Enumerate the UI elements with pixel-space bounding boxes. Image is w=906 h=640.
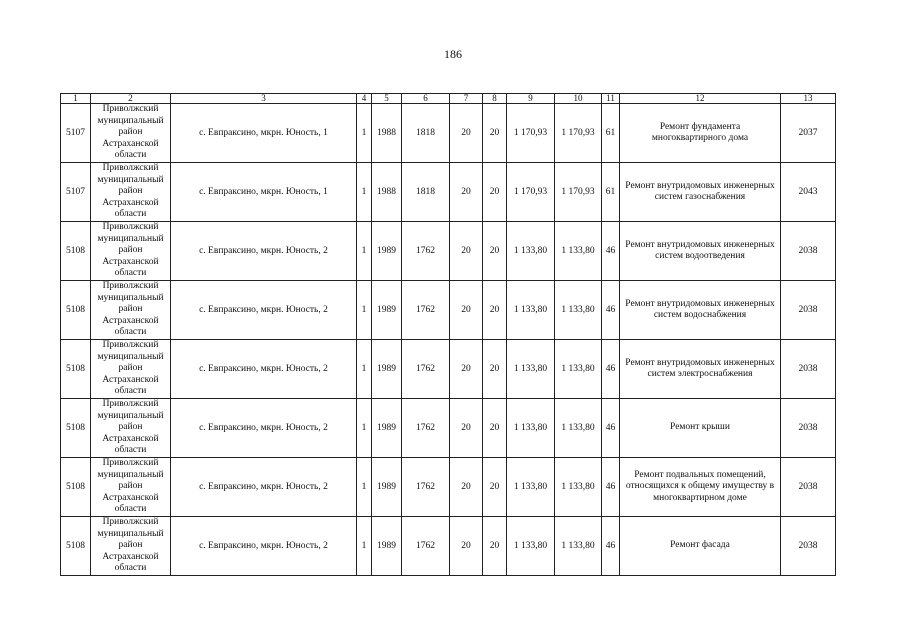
column-number-2: 2	[91, 94, 171, 104]
work-type-cell: Ремонт внутридомовых инженерных систем газоснабжения	[620, 163, 781, 222]
total-area-cell: 1 170,93	[507, 104, 555, 163]
column-number-10: 10	[555, 94, 602, 104]
col4-cell: 1	[357, 222, 372, 281]
address-cell: с. Евпраксино, мкрн. Юность, 2	[171, 222, 357, 281]
col4-cell: 1	[357, 399, 372, 458]
living-area-cell: 1 133,80	[555, 458, 602, 517]
living-area-cell: 1 133,80	[555, 517, 602, 576]
col7-cell: 20	[450, 104, 483, 163]
year-built-cell: 1989	[372, 281, 402, 340]
column-number-row	[61, 94, 836, 104]
page-number: 186	[444, 47, 462, 61]
col8-cell: 20	[483, 340, 507, 399]
planned-year-cell: 2038	[781, 399, 836, 458]
work-type-cell: Ремонт подвальных помещений, относящихся к общему имуществу в многоквартирном доме	[620, 458, 781, 517]
year-built-cell: 1988	[372, 163, 402, 222]
house-id-cell: 5107	[61, 104, 91, 163]
table-row	[61, 222, 836, 281]
district-cell: Приволжский муниципальный район Астраханской области	[91, 517, 171, 576]
address-cell: с. Евпраксино, мкрн. Юность, 2	[171, 458, 357, 517]
address-cell: с. Евпраксино, мкрн. Юность, 1	[171, 163, 357, 222]
total-area-cell: 1 170,93	[507, 163, 555, 222]
column-number-13: 13	[781, 94, 836, 104]
col6-cell: 1762	[402, 458, 450, 517]
house-id-cell: 5108	[61, 340, 91, 399]
address-cell: с. Евпраксино, мкрн. Юность, 1	[171, 104, 357, 163]
col7-cell: 20	[450, 458, 483, 517]
col8-cell: 20	[483, 222, 507, 281]
planned-year-cell: 2037	[781, 104, 836, 163]
col6-cell: 1762	[402, 340, 450, 399]
living-area-cell: 1 133,80	[555, 399, 602, 458]
table-row	[61, 104, 836, 163]
column-number-6: 6	[402, 94, 450, 104]
col8-cell: 20	[483, 458, 507, 517]
district-cell: Приволжский муниципальный район Астраханской области	[91, 281, 171, 340]
address-cell: с. Евпраксино, мкрн. Юность, 2	[171, 399, 357, 458]
col11-cell: 46	[602, 517, 620, 576]
living-area-cell: 1 170,93	[555, 104, 602, 163]
col11-cell: 61	[602, 163, 620, 222]
column-number-1: 1	[61, 94, 91, 104]
work-type-cell: Ремонт фасада	[620, 517, 781, 576]
house-id-cell: 5107	[61, 163, 91, 222]
col4-cell: 1	[357, 340, 372, 399]
district-cell: Приволжский муниципальный район Астраханской области	[91, 399, 171, 458]
column-number-11: 11	[602, 94, 620, 104]
table-row	[61, 281, 836, 340]
col6-cell: 1818	[402, 163, 450, 222]
planned-year-cell: 2043	[781, 163, 836, 222]
table-row	[61, 517, 836, 576]
column-number-9: 9	[507, 94, 555, 104]
col7-cell: 20	[450, 163, 483, 222]
table-body	[61, 104, 836, 576]
col7-cell: 20	[450, 281, 483, 340]
col4-cell: 1	[357, 281, 372, 340]
column-number-12: 12	[620, 94, 781, 104]
col7-cell: 20	[450, 222, 483, 281]
planned-year-cell: 2038	[781, 340, 836, 399]
col4-cell: 1	[357, 104, 372, 163]
col6-cell: 1762	[402, 222, 450, 281]
house-id-cell: 5108	[61, 517, 91, 576]
col7-cell: 20	[450, 517, 483, 576]
total-area-cell: 1 133,80	[507, 458, 555, 517]
col4-cell: 1	[357, 163, 372, 222]
planned-year-cell: 2038	[781, 281, 836, 340]
table-row	[61, 340, 836, 399]
year-built-cell: 1989	[372, 340, 402, 399]
total-area-cell: 1 133,80	[507, 281, 555, 340]
year-built-cell: 1989	[372, 517, 402, 576]
col7-cell: 20	[450, 340, 483, 399]
table-row	[61, 399, 836, 458]
col11-cell: 46	[602, 222, 620, 281]
col6-cell: 1762	[402, 399, 450, 458]
col8-cell: 20	[483, 517, 507, 576]
house-id-cell: 5108	[61, 222, 91, 281]
work-type-cell: Ремонт внутридомовых инженерных систем водоотведения	[620, 222, 781, 281]
living-area-cell: 1 133,80	[555, 222, 602, 281]
col6-cell: 1818	[402, 104, 450, 163]
total-area-cell: 1 133,80	[507, 340, 555, 399]
col4-cell: 1	[357, 517, 372, 576]
planned-year-cell: 2038	[781, 517, 836, 576]
work-type-cell: Ремонт крыши	[620, 399, 781, 458]
table-row	[61, 163, 836, 222]
year-built-cell: 1988	[372, 104, 402, 163]
col6-cell: 1762	[402, 517, 450, 576]
district-cell: Приволжский муниципальный район Астраханской области	[91, 340, 171, 399]
total-area-cell: 1 133,80	[507, 399, 555, 458]
col7-cell: 20	[450, 399, 483, 458]
address-cell: с. Евпраксино, мкрн. Юность, 2	[171, 517, 357, 576]
column-number-4: 4	[357, 94, 372, 104]
year-built-cell: 1989	[372, 458, 402, 517]
work-type-cell: Ремонт внутридомовых инженерных систем электроснабжения	[620, 340, 781, 399]
address-cell: с. Евпраксино, мкрн. Юность, 2	[171, 340, 357, 399]
col6-cell: 1762	[402, 281, 450, 340]
living-area-cell: 1 133,80	[555, 281, 602, 340]
year-built-cell: 1989	[372, 399, 402, 458]
column-number-8: 8	[483, 94, 507, 104]
planned-year-cell: 2038	[781, 222, 836, 281]
work-type-cell: Ремонт фундамента многоквартирного дома	[620, 104, 781, 163]
house-id-cell: 5108	[61, 458, 91, 517]
col8-cell: 20	[483, 399, 507, 458]
col11-cell: 46	[602, 281, 620, 340]
column-number-3: 3	[171, 94, 357, 104]
column-number-5: 5	[372, 94, 402, 104]
column-number-7: 7	[450, 94, 483, 104]
living-area-cell: 1 133,80	[555, 340, 602, 399]
house-id-cell: 5108	[61, 281, 91, 340]
year-built-cell: 1989	[372, 222, 402, 281]
capital-repair-table	[60, 93, 836, 576]
house-id-cell: 5108	[61, 399, 91, 458]
col8-cell: 20	[483, 163, 507, 222]
total-area-cell: 1 133,80	[507, 222, 555, 281]
col8-cell: 20	[483, 104, 507, 163]
total-area-cell: 1 133,80	[507, 517, 555, 576]
col11-cell: 61	[602, 104, 620, 163]
col11-cell: 46	[602, 399, 620, 458]
district-cell: Приволжский муниципальный район Астраханской области	[91, 163, 171, 222]
col4-cell: 1	[357, 458, 372, 517]
work-type-cell: Ремонт внутридомовых инженерных систем водоснабжения	[620, 281, 781, 340]
district-cell: Приволжский муниципальный район Астраханской области	[91, 104, 171, 163]
col8-cell: 20	[483, 281, 507, 340]
district-cell: Приволжский муниципальный район Астраханской области	[91, 458, 171, 517]
living-area-cell: 1 170,93	[555, 163, 602, 222]
district-cell: Приволжский муниципальный район Астраханской области	[91, 222, 171, 281]
table-row	[61, 458, 836, 517]
col11-cell: 46	[602, 340, 620, 399]
address-cell: с. Евпраксино, мкрн. Юность, 2	[171, 281, 357, 340]
col11-cell: 46	[602, 458, 620, 517]
planned-year-cell: 2038	[781, 458, 836, 517]
